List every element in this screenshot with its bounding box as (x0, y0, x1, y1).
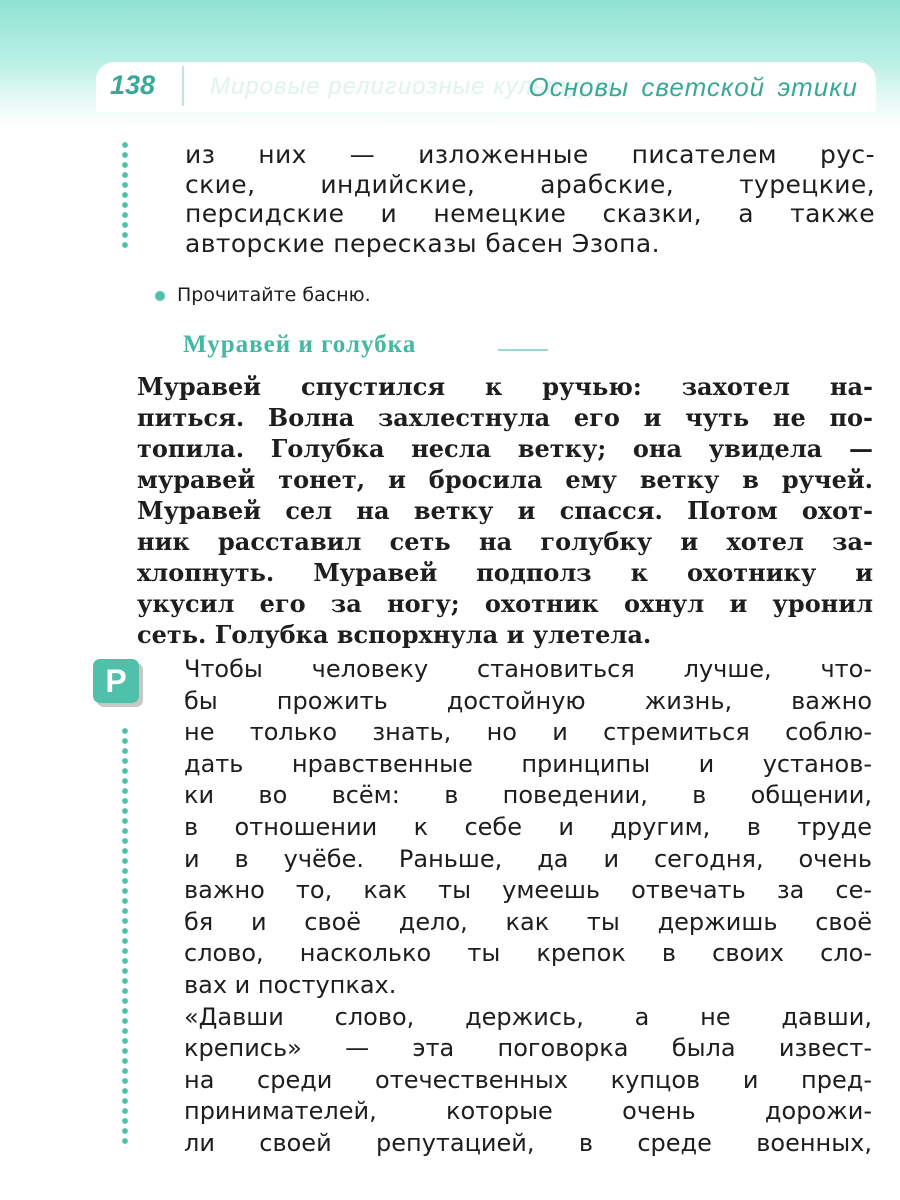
rule-line: слово, насколько ты крепок в своих сло- (184, 939, 872, 968)
rule-line: «Давши слово, держись, а не давши, (184, 1002, 872, 1031)
rule-line: не только знать, но и стремиться соблю- (184, 718, 872, 747)
rule-line: в отношении к себе и другим, в труде (184, 812, 872, 841)
header-divider (182, 66, 184, 106)
fable-line: муравей тонет, и бросила ему ветку в ручей. (137, 465, 873, 494)
rule-line: вах и поступках. (184, 970, 397, 999)
fable-line: Муравей спустился к ручью: захотел на- (137, 372, 873, 401)
rule-line: Чтобы человеку становиться лучше, что- (184, 655, 872, 683)
rule-line: и в учёбе. Раньше, да и сегодня, очень (184, 844, 872, 873)
dotted-margin-line (120, 726, 130, 1146)
rule-badge-icon: Р (93, 659, 139, 703)
bullet-icon (155, 291, 165, 301)
rule-line: принимателей, которые очень дорожи- (184, 1097, 872, 1126)
rule-line: ки во всём: в поведении, в общении, (184, 781, 872, 810)
header-faded-text: Мировые религиозные культуры (210, 73, 614, 100)
fable-line: питься. Волна захлестнула его и чуть не по- (137, 403, 873, 432)
intro-line: ские, индийские, арабские, турецкие, (185, 169, 875, 199)
fable-line: топила. Голубка несла ветку; она увидела — (137, 434, 873, 463)
rule-line: дать нравственные принципы и установ- (184, 749, 872, 778)
fable-line: Муравей сел на ветку и спасся. Потом охот- (137, 496, 873, 525)
task-instruction (155, 284, 371, 306)
intro-line: персидские и немецкие сказки, а также (185, 199, 875, 228)
rule-line: бы прожить достойную жизнь, важно (184, 686, 872, 715)
fable-title: Муравей и голубка (183, 331, 417, 358)
fable-line: укусил его за ногу; охотник охнул и уронил (137, 589, 873, 618)
rule-text (184, 654, 872, 1160)
rule-line: бя и своё дело, как ты держишь своё (184, 907, 872, 936)
section-title: Основы светской этики (528, 72, 858, 102)
fable-line: сеть. Голубка вспорхнула и улетела. (137, 620, 652, 649)
intro-line: авторские пересказы басен Эзопа. (185, 228, 660, 258)
intro-paragraph (185, 140, 875, 258)
task-text: Прочитайте басню. (177, 284, 371, 306)
rule-line: на среди отечественных купцов и пред- (184, 1065, 872, 1094)
rule-line: ли своей репутацией, в среде военных, (184, 1128, 872, 1157)
title-underline (498, 349, 548, 351)
fable-line: ник расставил сеть на голубку и хотел за- (137, 527, 873, 556)
page-number: 138 (110, 70, 156, 100)
dotted-margin-line (120, 140, 130, 252)
rule-line: важно то, как ты умеешь отвечать за се- (184, 876, 872, 905)
fable-text (137, 371, 873, 650)
intro-line: из них — изложенные писателем рус- (185, 140, 875, 169)
fable-line: хлопнуть. Муравей подполз к охотнику и (137, 558, 873, 587)
rule-line: крепись» — эта поговорка была извест- (184, 1034, 872, 1063)
